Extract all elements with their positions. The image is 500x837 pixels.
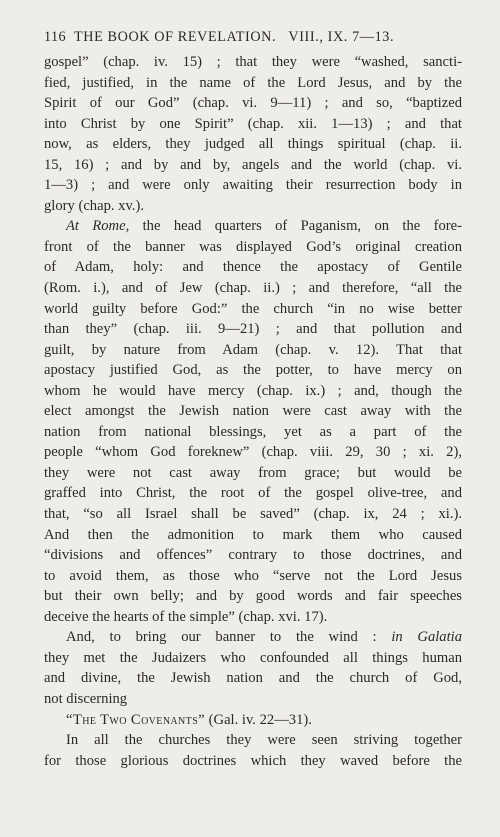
running-title: THE BOOK OF REVELATION. bbox=[74, 29, 277, 45]
text-line: 1—3) ; and were only awaiting their resurrection body in bbox=[44, 177, 462, 194]
text-line: of Adam, holy: and thence the apostacy of Gentile bbox=[44, 259, 462, 276]
paragraph-start-line: In all the churches they were seen striving together bbox=[66, 732, 462, 749]
chapter-reference: VIII., IX. 7—13. bbox=[288, 29, 395, 45]
text-line: (Rom. i.), and of Jew (chap. ii.) ; and therefore, “all the bbox=[44, 280, 462, 297]
text-line: And then the admonition to mark them who caused bbox=[44, 526, 462, 543]
text-line: guilt, by nature from Adam (chap. v. 12). That that bbox=[44, 341, 462, 358]
running-header bbox=[44, 29, 464, 46]
text-line: not discerning bbox=[44, 690, 128, 707]
text-line: gospel” (chap. iv. 15) ; that they were “washed, sancti- bbox=[44, 54, 462, 70]
text-line: and divine, the Jewish nation and the church of God, bbox=[44, 670, 462, 687]
text-line: deceive the hearts of the simple” (chap. xvi. 17). bbox=[44, 608, 328, 625]
text-line: elect amongst the Jewish nation were cast away with the bbox=[44, 403, 462, 420]
text-line: “divisions and offences” contrary to those doctrines, and bbox=[44, 547, 462, 564]
paragraph-start-line: And, to bring our banner to the wind : in Galatia bbox=[66, 629, 463, 646]
section-heading-line: “The Two Covenants” (Gal. iv. 22—31). bbox=[66, 711, 312, 728]
text-line: fied, justified, in the name of the Lord Jesus, and by the bbox=[44, 74, 462, 91]
text-line: but their own belly; and by good words and fair speeches bbox=[44, 588, 462, 605]
text-line: than they” (chap. iii. 9—21) ; and that pollution and bbox=[44, 321, 462, 338]
text-line: front of the banner was displayed God’s original creation bbox=[44, 238, 462, 255]
italic-place-name: in Galatia bbox=[391, 629, 463, 646]
text-line: they were not cast away from grace; but would be bbox=[44, 464, 462, 481]
text-line: graffed into Christ, the root of the gospel olive-tree, and bbox=[44, 485, 462, 502]
small-caps-heading: “The Two Covenants” bbox=[66, 711, 206, 728]
text-line: people “whom God foreknew” (chap. viii. 29, 30 ; xi. 2), bbox=[44, 444, 462, 461]
italic-place-name: At Rome, bbox=[66, 218, 130, 235]
text-line: to avoid them, as those who “serve not the Lord Jesus bbox=[44, 567, 462, 584]
text-line: nation from national blessings, yet as a part of the bbox=[44, 423, 462, 440]
page-body-text bbox=[44, 52, 462, 771]
text-line: whom he would have mercy (chap. ix.) ; and, though the bbox=[44, 382, 462, 399]
text-line: apostacy justified God, as the potter, to have mercy on bbox=[44, 362, 462, 379]
paragraph-start-line: At Rome, the head quarters of Paganism, on the fore- bbox=[66, 218, 462, 235]
text-line: into Christ by one Spirit” (chap. xii. 1—13) ; and that bbox=[44, 115, 462, 132]
text-line: glory (chap. xv.). bbox=[44, 197, 144, 214]
text-line: they met the Judaizers who confounded all things human bbox=[44, 649, 462, 666]
text-line: for those glorious doctrines which they waved before the bbox=[44, 752, 462, 769]
text-line: world guilty before God:” the church “in no wise better bbox=[44, 300, 462, 317]
text-line: now, as elders, they judged all things spiritual (chap. ii. bbox=[44, 136, 462, 153]
page-number: 116 bbox=[44, 29, 66, 45]
text-line: that, “so all Israel shall be saved” (chap. ix, 24 ; xi.). bbox=[44, 506, 462, 523]
text-line: Spirit of our God” (chap. vi. 9—11) ; and so, “baptized bbox=[44, 95, 462, 112]
text-line: 15, 16) ; and by and by, angels and the world (chap. vi. bbox=[44, 156, 462, 173]
